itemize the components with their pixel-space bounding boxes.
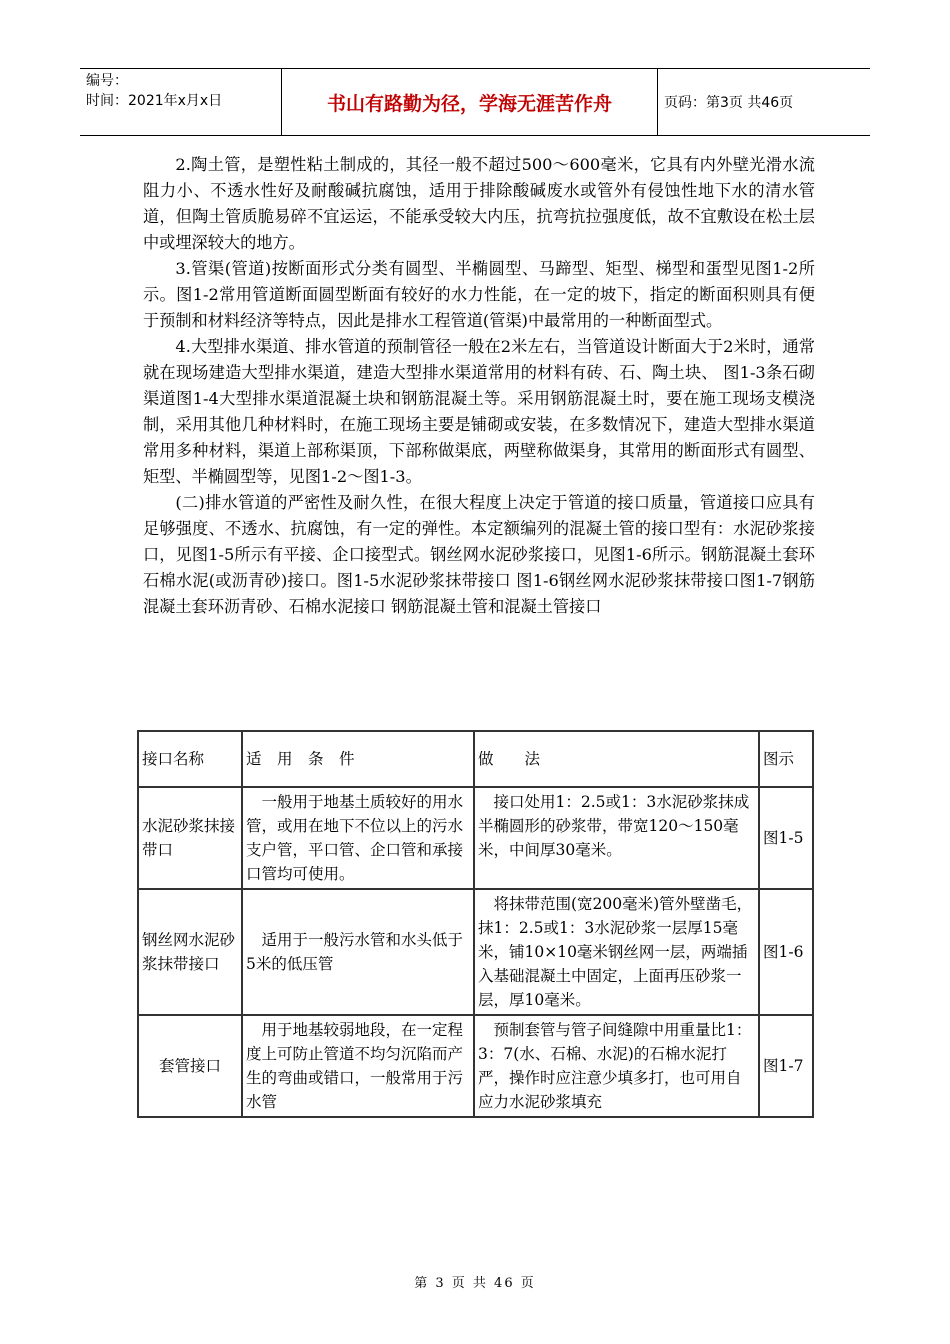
condition-text: 适用于一般污水管和水头低于5米的低压管 — [246, 931, 464, 973]
document-body — [143, 152, 815, 620]
header-date-label: 时间：2021年x月x日 — [86, 93, 223, 109]
figure-cell: 图1-7 — [759, 1015, 813, 1117]
header-meta — [86, 71, 286, 133]
paragraph: 4.大型排水渠道、排水管道的预制管径一般在2米左右，当管道设计断面大于2米时，通常就在现场建造大型排水渠道，建造大型排水渠道常用的材料有砖、石、陶土块、 图1-3条石砌渠道图1-4大型排水渠道混凝土块和钢筋混凝土等。采用钢筋混凝土时，要在施工现场支模浇制，采用其他几种材料时，在施工现场主要是铺砌或安装，在多数情况下，建造大型排水渠道常用多种材料，渠道上部称渠顶，下部称做渠底，两壁称做渠身，其常用的断面形式有圆型、矩型、半椭圆型等，见图1-2～图1-3。 — [143, 337, 815, 486]
joint-name-cell: 钢丝网水泥砂浆抹带接口 — [138, 889, 242, 1015]
header-number-label: 编号： — [86, 73, 128, 89]
method-cell — [474, 889, 759, 1015]
figure-cell: 图1-6 — [759, 889, 813, 1015]
paragraph: (二)排水管道的严密性及耐久性，在很大程度上决定于管道的接口质量，管道接口应具有足够强度、不透水、抗腐蚀，有一定的弹性。本定额编列的混凝土管的接口型有：水泥砂浆接口，见图1-5所示有平接、企口接型式。钢丝网水泥砂浆接口，见图1-6所示。钢筋混凝土套环石棉水泥(或沥青砂)接口。图1-5水泥砂浆抹带接口 图1-6钢丝网水泥砂浆抹带接口图1-7钢筋混凝土套环沥青砂、石棉水泥接口 钢筋混凝土管和混凝土管接口 — [143, 493, 815, 616]
condition-text: 一般用于地基土质较好的用水管，或用在地下不位以上的污水支户管，平口管、企口管和承接口管均可使用。 — [246, 793, 464, 883]
table-row — [138, 889, 813, 1015]
paragraph: 2.陶土管，是塑性粘土制成的，其径一般不超过500～600毫米，它具有内外壁光滑水流阻力小、不透水性好及耐酸碱抗腐蚀，适用于排除酸碱废水或管外有侵蚀性地下水的清水管道，但陶土管质脆易碎不宜运运，不能承受较大内压，抗弯抗拉强度低，故不宜敷设在松土层中或埋深较大的地方。 — [143, 155, 815, 252]
condition-cell — [242, 1015, 474, 1117]
table-row — [138, 787, 813, 889]
table-header-cell: 图示 — [759, 731, 813, 787]
method-text: 接口处用1：2.5或1：3水泥砂浆抹成半椭圆形的砂浆带，带宽120～150毫米，中间厚30毫米。 — [478, 793, 750, 859]
table-header-cell: 适 用 条 件 — [242, 731, 474, 787]
page-header — [80, 68, 870, 136]
method-text: 将抹带范围(宽200毫米)管外壁凿毛，抹1：2.5或1：3水泥砂浆一层厚15毫米，铺10×10毫米钢丝网一层，两端插入基础混凝土中固定，上面再压砂浆一层，厚10毫米。 — [478, 895, 753, 1009]
joint-name-cell: 水泥砂浆抹接带口 — [138, 787, 242, 889]
figure-cell: 图1-5 — [759, 787, 813, 889]
method-cell — [474, 787, 759, 889]
header-page-info: 页码：第3页 共46页 — [664, 95, 794, 111]
table-header-cell: 接口名称 — [138, 731, 242, 787]
joint-name-cell: 套管接口 — [138, 1015, 242, 1117]
paragraph: 3.管渠(管道)按断面形式分类有圆型、半椭圆型、马蹄型、矩型、梯型和蛋型见图1-2所示。图1-2常用管道断面圆型断面有较好的水力性能，在一定的坡下，指定的断面积则具有便于预制和材料经济等特点，因此是排水工程管道(管渠)中最常用的一种断面型式。 — [143, 259, 815, 330]
table-header-row — [138, 731, 813, 787]
method-text: 预制套管与管子间缝隙中用重量比1：3：7(水、石棉、水泥)的石棉水泥打严，操作时应注意少填多打，也可用自应力水泥砂浆填充 — [478, 1021, 752, 1111]
table-header-cell: 做 法 — [474, 731, 759, 787]
condition-cell — [242, 889, 474, 1015]
method-cell — [474, 1015, 759, 1117]
condition-text: 用于地基较弱地段，在一定程度上可防止管道不均匀沉陷而产生的弯曲或错口，一般常用于污水管 — [246, 1021, 464, 1111]
condition-cell — [242, 787, 474, 889]
table-row — [138, 1015, 813, 1117]
joint-spec-table — [137, 730, 814, 1118]
page-footer: 第 3 页 共 46 页 — [414, 1276, 536, 1291]
header-motto: 书山有路勤为径，学海无涯苦作舟 — [326, 92, 612, 115]
